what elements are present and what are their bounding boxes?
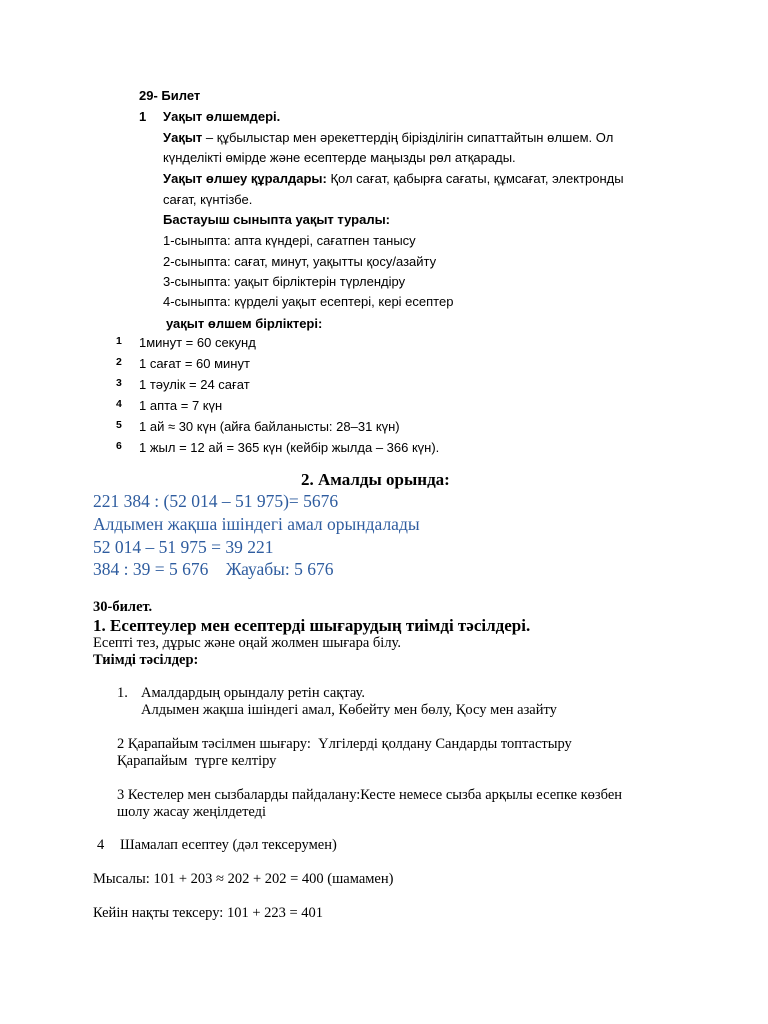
ticket-29-title: 29- Билет <box>139 88 201 103</box>
calc-step: 52 014 – 51 975 = 39 221 <box>93 537 274 557</box>
list-number: 4 <box>116 398 122 410</box>
tools-term: Уақыт өлшеу құралдары: <box>163 171 327 186</box>
method-4-number: 4 <box>97 837 105 853</box>
grade-item: 1-сыныпта: апта күндері, сағатпен танысу <box>163 233 416 248</box>
ticket-30-heading: 1. Есептеулер мен есептерді шығарудың тиімді тәсілдері. <box>93 616 531 635</box>
time-definition-line-2: күнделікті өмірде және есептерде маңызды рөл атқарады. <box>163 150 516 165</box>
method-1-line-2: Алдымен жақша ішіндегі амал, Көбейту мен бөлу, Қосу мен азайту <box>141 702 557 718</box>
section-2-title: 2. Амалды орында: <box>301 470 450 489</box>
unit-item: 1минут = 60 секунд <box>139 335 256 350</box>
check-line: Кейін нақты тексеру: 101 + 223 = 401 <box>93 905 324 921</box>
grade-item: 4-сыныпта: күрделі уақыт есептері, кері есептер <box>163 294 454 309</box>
list-number: 2 <box>116 356 122 368</box>
tools-line-1 <box>163 169 624 189</box>
time-definition-text: – құбылыстар мен әрекеттердің бірізділігін сипаттайтын өлшем. Ол <box>202 130 614 145</box>
example-line: Мысалы: 101 + 203 ≈ 202 + 202 = 400 (шамамен) <box>93 871 394 887</box>
primary-school-heading: Бастауыш сыныпта уақыт туралы: <box>163 212 391 227</box>
method-2-line-2: Қарапайым түрге келтіру <box>117 753 277 769</box>
method-3-line-1: 3 Кестелер мен сызбаларды пайдалану:Кесте немесе сызба арқылы есепке көзбен <box>117 787 623 803</box>
tools-text: Қол сағат, қабырға сағаты, құмсағат, электронды <box>326 171 624 186</box>
calc-answer: 384 : 39 = 5 676 Жауабы: 5 676 <box>93 559 334 579</box>
unit-item: 1 ай ≈ 30 күн (айға байланысты: 28–31 күн) <box>139 419 400 434</box>
time-term: Уақыт <box>163 130 203 145</box>
ticket-30-intro: Есепті тез, дұрыс және оңай жолмен шығара білу. <box>93 635 401 651</box>
unit-item: 1 тәулік = 24 сағат <box>139 377 250 392</box>
units-heading: уақыт өлшем бірліктері: <box>166 316 323 331</box>
list-number: 6 <box>116 440 122 452</box>
method-1-number: 1. <box>117 685 128 701</box>
calc-note: Алдымен жақша ішіндегі амал орындалады <box>93 514 420 534</box>
section-1-title: Уақыт өлшемдері. <box>163 109 281 124</box>
calc-expression: 221 384 : (52 014 – 51 975)= 5676 <box>93 491 339 511</box>
tools-line-2: сағат, күнтізбе. <box>163 192 253 207</box>
method-1-line-1: Амалдардың орындалу ретін сақтау. <box>141 685 365 701</box>
section-1-number: 1 <box>139 109 147 124</box>
grade-item: 2-сыныпта: сағат, минут, уақытты қосу/азайту <box>163 254 437 269</box>
method-4-text: Шамалап есептеу (дәл тексерумен) <box>120 837 337 853</box>
method-2-line-1: 2 Қарапайым тәсілмен шығару: Үлгілерді қолдану Сандарды топтастыру <box>117 736 572 752</box>
methods-heading: Тиімді тәсілдер: <box>93 652 199 668</box>
unit-item: 1 сағат = 60 минут <box>139 356 250 371</box>
unit-item: 1 апта = 7 күн <box>139 398 223 413</box>
grade-item: 3-сыныпта: уақыт бірліктерін түрлендіру <box>163 274 406 289</box>
time-definition-line-1 <box>163 128 613 148</box>
method-3-line-2: шолу жасау жеңілдетеді <box>117 804 267 820</box>
list-number: 3 <box>116 377 122 389</box>
list-number: 5 <box>116 419 122 431</box>
ticket-30-title: 30-билет. <box>93 599 153 615</box>
list-number: 1 <box>116 335 122 347</box>
unit-item: 1 жыл = 12 ай = 365 күн (кейбір жылда – 366 күн). <box>139 440 440 455</box>
